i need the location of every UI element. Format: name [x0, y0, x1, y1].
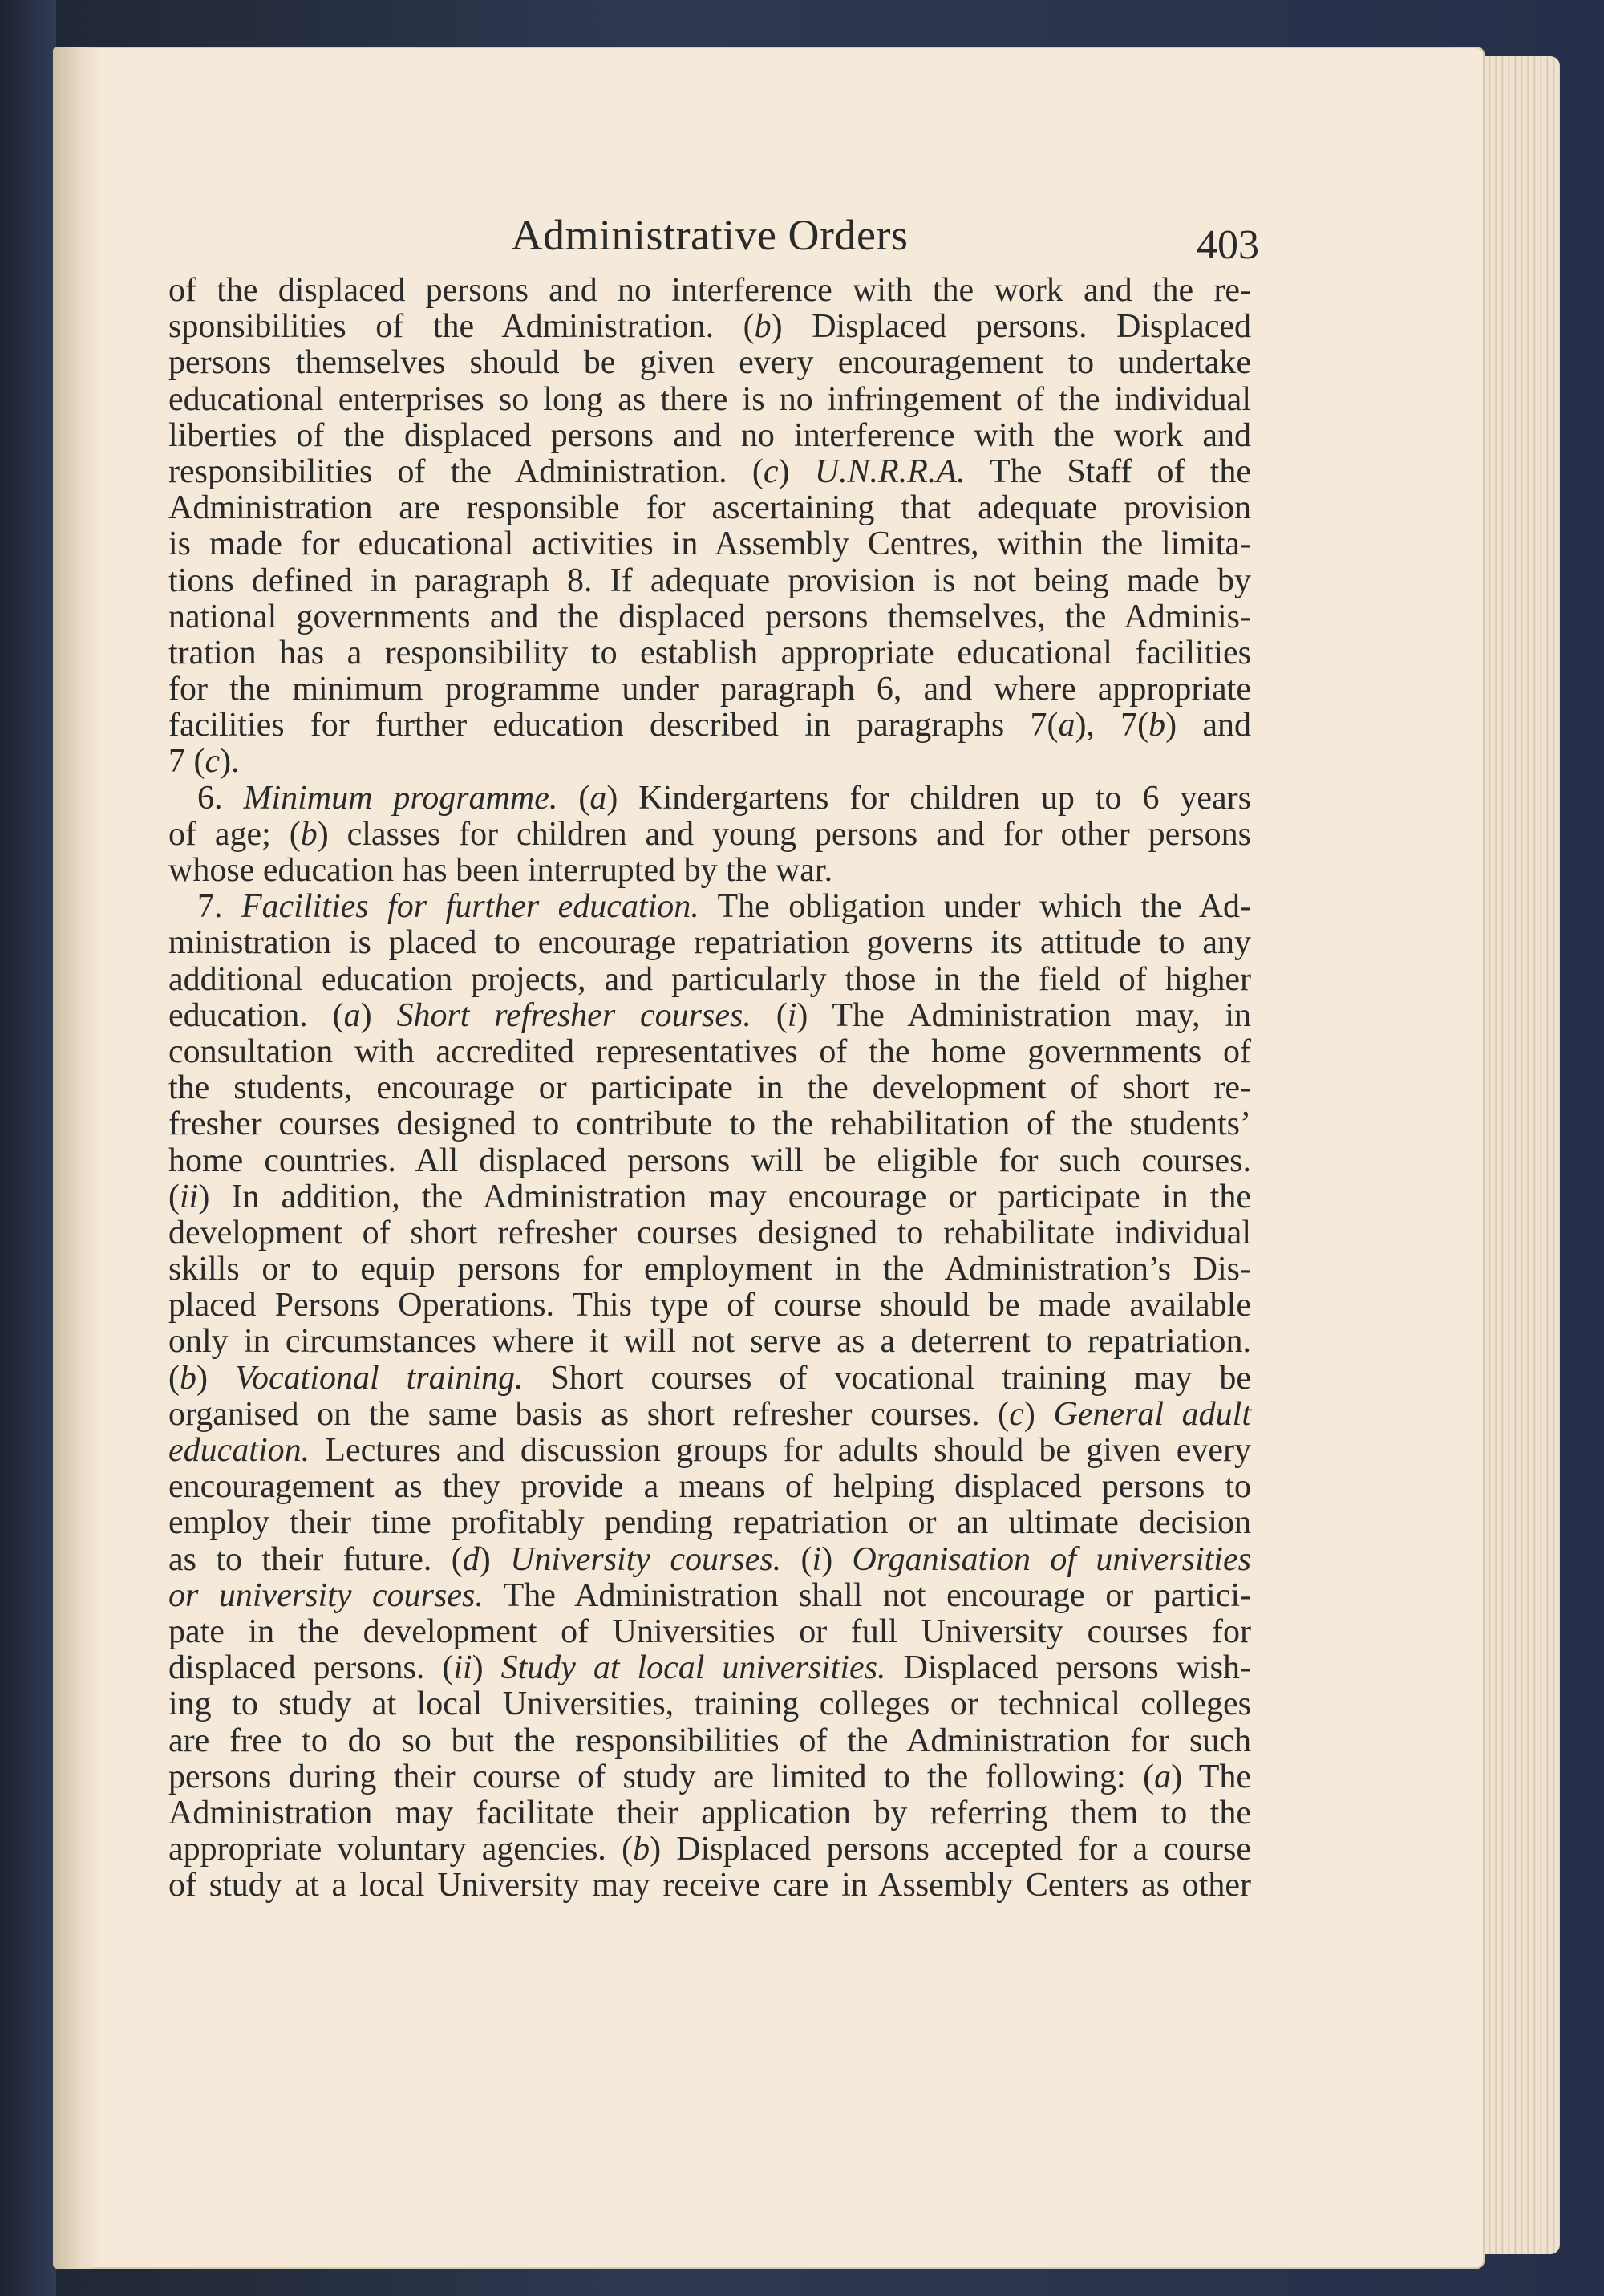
italic-text: or university courses. — [168, 1576, 484, 1614]
text-line — [168, 635, 1251, 671]
text-run: ), 7( — [1075, 707, 1149, 744]
text-run: ) and — [1165, 707, 1251, 744]
text-run: The Administration shall not encourage or partici- — [483, 1576, 1251, 1614]
text-run: appropriate voluntary agencies. ( — [168, 1831, 634, 1868]
text-line — [168, 1288, 1251, 1324]
italic-text: a — [1154, 1758, 1172, 1795]
italic-text: b — [300, 815, 318, 853]
italic-text: d — [462, 1540, 480, 1578]
text-line — [168, 1578, 1251, 1614]
italic-text: i — [787, 996, 797, 1034]
italic-text: b — [180, 1359, 196, 1397]
text-run: of the displaced persons and no interference with the work and the re- — [168, 272, 1251, 309]
text-run: persons themselves should be given every encouragement to undertake — [168, 344, 1251, 382]
text-run: ( — [557, 779, 590, 817]
page-fore-edge — [1472, 56, 1560, 2254]
text-run: are free to do so but the responsibilities of the Administration for such — [168, 1722, 1251, 1759]
italic-text: University courses. — [510, 1540, 782, 1578]
text-run: ) classes for children and young persons and for other persons — [317, 815, 1251, 853]
text-run: facilities for further education described in paragraphs 7( — [168, 707, 1059, 744]
text-line — [168, 1469, 1251, 1505]
text-run: The Staff of the — [965, 452, 1251, 490]
text-line — [168, 309, 1251, 345]
italic-text: Study at local universities. — [500, 1649, 886, 1687]
text-run: responsibilities of the Administration. ( — [168, 452, 764, 490]
italic-text: c — [1009, 1395, 1024, 1433]
text-line — [168, 1832, 1251, 1868]
italic-text: b — [1148, 707, 1166, 744]
text-line — [168, 817, 1251, 853]
text-line — [168, 1034, 1251, 1070]
text-run: Administration may facilitate their application by referring them to the — [168, 1794, 1251, 1832]
text-run: the students, encourage or participate in the development of short re- — [168, 1069, 1251, 1107]
text-line — [168, 1106, 1251, 1142]
text-line — [168, 526, 1251, 562]
italic-text: b — [633, 1831, 650, 1868]
italic-text: U.N.R.R.A. — [814, 452, 966, 490]
text-run: ) — [479, 1540, 511, 1578]
text-run: placed Persons Operations. This type of course should be made available — [168, 1287, 1251, 1324]
text-run: ing to study at local Universities, training colleges or technical colleges — [168, 1685, 1251, 1723]
text-line — [168, 1361, 1251, 1397]
italic-text: General adult — [1053, 1395, 1252, 1433]
italic-text: ii — [180, 1178, 199, 1215]
text-run: whose education has been interrupted by the war. — [168, 852, 833, 889]
book-spine-edge — [0, 0, 56, 2296]
text-run: ) The Administration may, in — [796, 996, 1252, 1034]
italic-text: a — [1058, 707, 1075, 744]
italic-text: a — [343, 996, 361, 1034]
text-line — [168, 925, 1251, 961]
text-run: 6. — [197, 779, 244, 817]
text-line — [168, 1070, 1251, 1106]
text-line — [168, 853, 1251, 889]
text-run: The obligation under which the Ad- — [699, 888, 1252, 926]
text-line — [168, 1795, 1251, 1832]
text-run: ) Kindergartens for children up to 6 years — [606, 779, 1252, 817]
text-line — [168, 382, 1251, 418]
page-number: 403 — [1197, 222, 1259, 268]
text-run: of age; ( — [168, 815, 301, 853]
page-gutter-shadow — [53, 47, 101, 2269]
text-line — [168, 1868, 1251, 1904]
italic-text: b — [754, 308, 772, 346]
text-line — [168, 563, 1251, 599]
text-run: of study at a local University may receive care in Assembly Centers as other — [168, 1867, 1251, 1905]
text-line — [168, 1542, 1251, 1578]
text-line — [168, 1324, 1251, 1360]
text-line — [168, 998, 1251, 1034]
text-run: employ their time profitably pending repatriation or an ultimate decision — [168, 1504, 1251, 1542]
text-run: persons during their course of study are limited to the following: ( — [168, 1758, 1155, 1795]
italic-text: ii — [453, 1649, 472, 1687]
text-run: ( — [781, 1540, 812, 1578]
text-run: ( — [751, 996, 788, 1034]
text-line — [168, 889, 1251, 925]
italic-text: i — [812, 1540, 822, 1578]
italic-text: education. — [168, 1432, 310, 1469]
running-title: Administrative Orders — [511, 211, 909, 259]
text-run: is made for educational activities in Assembly Centres, within the limita- — [168, 525, 1251, 563]
text-line — [168, 1759, 1251, 1795]
text-line — [168, 599, 1251, 635]
text-line — [168, 962, 1251, 998]
italic-text: Vocational training. — [235, 1359, 524, 1397]
text-line — [168, 1143, 1251, 1179]
text-run: ) — [472, 1649, 501, 1687]
text-line — [168, 454, 1251, 490]
text-line — [168, 1397, 1251, 1433]
text-run: 7 ( — [168, 743, 205, 781]
text-run: development of short refresher courses designed to rehabilitate individual — [168, 1214, 1251, 1251]
text-run: for the minimum programme under paragraph 6, and where appropriate — [168, 671, 1251, 708]
text-run: 7. — [197, 888, 241, 926]
text-run: skills or to equip persons for employment in the Administration’s Dis- — [168, 1251, 1251, 1288]
text-run: Displaced persons wish- — [885, 1649, 1251, 1687]
text-run: ministration is placed to encourage repatriation governs its attitude to any — [168, 924, 1251, 962]
text-line — [168, 490, 1251, 526]
italic-text: c — [763, 452, 779, 490]
text-run: educational enterprises so long as there is no infringement of the individual — [168, 380, 1251, 418]
text-run: only in circumstances where it will not serve as a deterrent to repatriation. — [168, 1323, 1251, 1361]
text-line — [168, 744, 1251, 780]
text-line — [168, 1433, 1251, 1469]
italic-text: Minimum programme. — [243, 779, 558, 817]
text-run: ) Displaced persons. Displaced — [771, 308, 1251, 346]
text-line — [168, 418, 1251, 454]
text-run: ) The — [1171, 1758, 1251, 1795]
text-run: national governments and the displaced persons themselves, the Adminis- — [168, 598, 1251, 635]
text-run: ). — [220, 743, 240, 781]
text-run: ) — [196, 1359, 235, 1397]
text-line — [168, 1505, 1251, 1541]
italic-text: Facilities for further education. — [241, 888, 699, 926]
text-run: ) — [821, 1540, 853, 1578]
text-line — [168, 781, 1251, 817]
text-run: education. ( — [168, 996, 344, 1034]
text-run: Short courses of vocational training may be — [523, 1359, 1252, 1397]
text-line — [168, 671, 1251, 708]
text-line — [168, 1650, 1251, 1686]
text-run: pate in the development of Universities or full University courses for — [168, 1612, 1251, 1650]
text-run: Administration are responsible for ascertaining that adequate provision — [168, 489, 1251, 527]
italic-text: a — [589, 779, 607, 817]
text-run: ( — [168, 1178, 180, 1215]
text-line — [168, 1614, 1251, 1650]
text-run: ) Displaced persons accepted for a course — [650, 1831, 1251, 1868]
text-run: as to their future. ( — [168, 1540, 463, 1578]
text-run: liberties of the displaced persons and no interference with the work and — [168, 416, 1251, 454]
text-run: ) — [778, 452, 815, 490]
text-run: fresher courses designed to contribute to the rehabilitation of the students’ — [168, 1105, 1251, 1143]
text-run: organised on the same basis as short refresher courses. ( — [168, 1395, 1010, 1433]
text-run: ) — [360, 996, 397, 1034]
text-line — [168, 1251, 1251, 1288]
text-run: ) In addition, the Administration may encourage or participate in the — [198, 1178, 1251, 1215]
text-run: consultation with accredited representatives of the home governments of — [168, 1032, 1251, 1070]
text-line — [168, 708, 1251, 744]
italic-text: Organisation of universities — [852, 1540, 1251, 1578]
text-run: ( — [168, 1359, 180, 1397]
text-line — [168, 273, 1251, 309]
text-run: ) — [1023, 1395, 1054, 1433]
italic-text: Short refresher courses. — [396, 996, 751, 1034]
body-text — [168, 273, 1251, 1904]
text-line — [168, 1215, 1251, 1251]
text-run: Lectures and discussion groups for adults should be given every — [310, 1432, 1251, 1469]
text-line — [168, 345, 1251, 381]
text-run: tration has a responsibility to establish appropriate educational facilities — [168, 634, 1251, 671]
text-run: displaced persons. ( — [168, 1649, 454, 1687]
page-header — [168, 210, 1259, 268]
text-run: additional education projects, and particularly those in the field of higher — [168, 960, 1251, 998]
italic-text: c — [205, 743, 221, 781]
text-run: encouragement as they provide a means of helping displaced persons to — [168, 1468, 1251, 1506]
text-line — [168, 1686, 1251, 1722]
text-run: home countries. All displaced persons will be eligible for such courses. — [168, 1142, 1251, 1179]
text-run: tions defined in paragraph 8. If adequate provision is not being made by — [168, 562, 1251, 599]
text-run: sponsibilities of the Administration. ( — [168, 308, 755, 346]
text-line — [168, 1723, 1251, 1759]
text-line — [168, 1179, 1251, 1215]
